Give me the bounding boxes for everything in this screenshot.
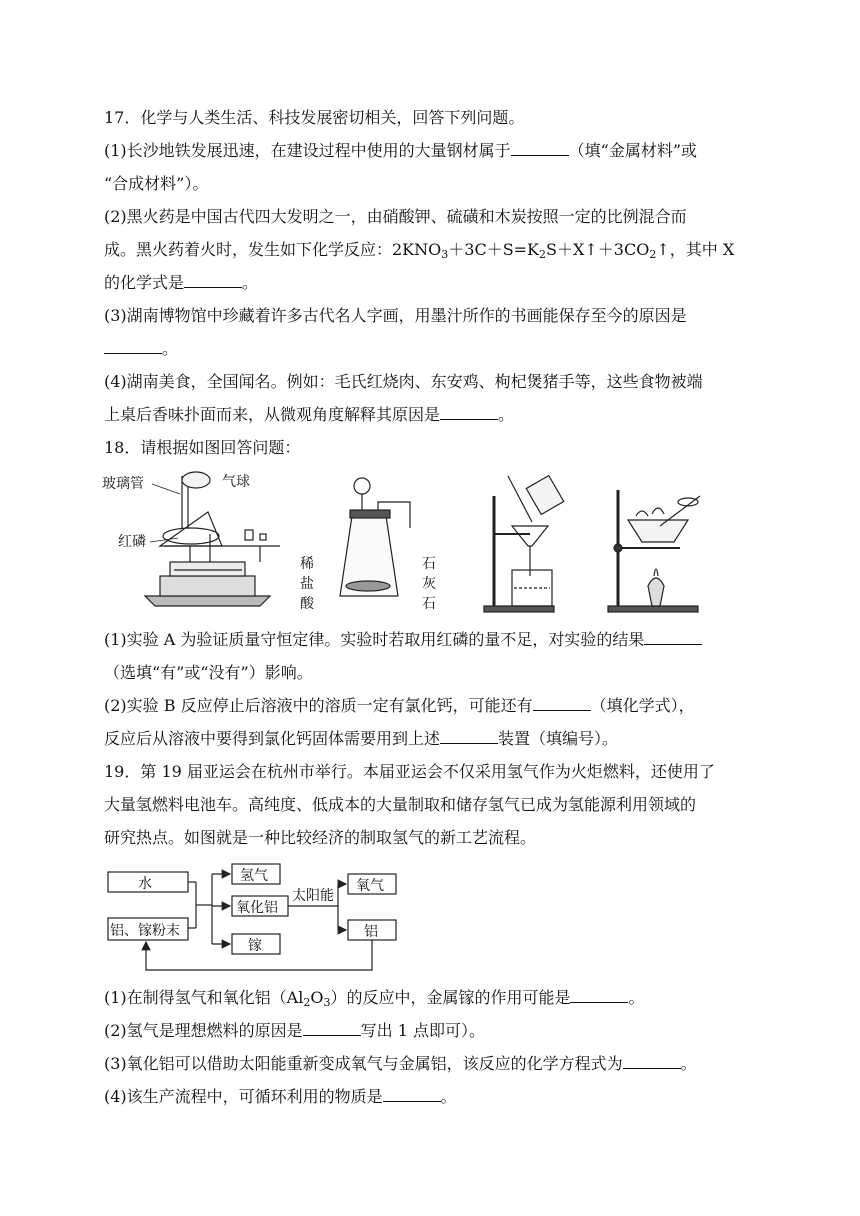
- apparatus-c-filtration: [484, 476, 564, 612]
- answer-blank[interactable]: [104, 339, 162, 354]
- q18-apparatus-figure: [100, 466, 720, 618]
- apparatus-b-flask: [340, 478, 410, 596]
- label-dilute-acid-3: 酸: [300, 596, 314, 612]
- answer-blank[interactable]: [511, 141, 569, 156]
- q19-part3: (3)氧化铝可以借助太阳能重新变成氧气与金属铝，该反应的化学方程式为 。: [104, 1054, 697, 1073]
- q19-part1: (1)在制得氢气和氧化铝$(Al_2O_3)$的反应中，金属镓的作用可能是 。: [104, 988, 645, 1009]
- answer-blank[interactable]: [303, 1021, 361, 1036]
- label-limestone-1: 石: [422, 556, 436, 572]
- flow-label-solar: 太阳能: [292, 888, 334, 904]
- label-red-phosphorus: 红磷: [118, 534, 146, 550]
- label-balloon: 气球: [222, 474, 250, 490]
- q18-part1-line1: (1)实验 A 为验证质量守恒定律。实验时若取用红磷的量不足，对实验的结果: [104, 630, 702, 650]
- q19-part2: (2)氢气是理想燃料的原因是 写出 1 点即可）。: [104, 1021, 486, 1040]
- q18-part2-line1: (2)实验 B 反应停止后溶液中的溶质一定有氯化钙，可能还有 （填化学式），: [104, 696, 695, 715]
- q19-intro-line1: 19．第 19 届亚运会在杭州市举行。本届亚运会不仅采用氢气作为火炬燃料，还使用了: [104, 762, 715, 781]
- q19-flow-diagram: [100, 858, 420, 978]
- answer-blank[interactable]: [184, 273, 242, 288]
- answer-blank[interactable]: [440, 729, 498, 744]
- answer-blank[interactable]: [533, 696, 591, 711]
- answer-blank[interactable]: [623, 1054, 681, 1069]
- q17-part1-line1: (1)长沙地铁发展迅速，在建设过程中使用的大量钢材属于 （填“金属材料”或: [104, 141, 698, 160]
- answer-blank[interactable]: [644, 630, 702, 645]
- flow-label-alumina: 氧化铝: [236, 900, 278, 916]
- answer-blank[interactable]: [570, 988, 628, 1003]
- flow-label-oxygen: 氧气: [356, 878, 384, 894]
- flow-label-water: 水: [138, 876, 152, 892]
- q19-part4: (4)该生产流程中，可循环利用的物质是 。: [104, 1087, 457, 1106]
- q17-title: 17．化学与人类生活、科技发展密切相关，回答下列问题。: [104, 108, 525, 127]
- label-limestone-3: 石: [422, 596, 436, 612]
- q17-part2-line3: 的化学式是 。: [104, 273, 259, 292]
- answer-blank[interactable]: [383, 1087, 441, 1102]
- q18-title: 18．请根据如图回答问题：: [104, 438, 301, 457]
- flow-label-gallium: 镓: [248, 938, 262, 954]
- q19-intro-line2: 大量氢燃料电池车。高纯度、低成本的大量制取和储存氢气已成为氢能源利用领域的: [104, 795, 697, 814]
- apparatus-a-balance: [145, 472, 280, 606]
- label-glass-tube: 玻璃管: [102, 476, 144, 492]
- q18-part2-line2: 反应后从溶液中要得到氯化钙固体需要用到上述 装置（填编号）。: [104, 729, 619, 748]
- apparatus-d-evaporation: [608, 490, 700, 612]
- q17-part1-line2: “合成材料”）。: [104, 174, 209, 193]
- label-limestone-2: 灰: [422, 576, 436, 592]
- label-dilute-acid-2: 盐: [300, 576, 314, 592]
- q17-part4-line1: (4)湖南美食，全国闻名。例如：毛氏红烧肉、东安鸡、枸杞煲猪手等，这些食物被端: [104, 372, 703, 391]
- q18-part1-line2: （选填“有”或“没有”）影响。: [104, 663, 313, 682]
- q17-part4-line2: 上桌后香味扑面而来，从微观角度解释其原因是 。: [104, 405, 515, 424]
- q17-part3-line1: (3)湖南博物馆中珍藏着许多古代名人字画，用墨汁所作的书画能保存至今的原因是: [104, 306, 687, 325]
- flow-label-al-ga: 铝、镓粉末: [110, 923, 180, 939]
- flow-label-aluminum: 铝: [364, 924, 378, 940]
- q19-intro-line3: 研究热点。如图就是一种比较经济的制取氢气的新工艺流程。: [104, 828, 537, 847]
- answer-blank[interactable]: [440, 405, 498, 420]
- label-dilute-acid-1: 稀: [300, 556, 314, 572]
- flow-label-hydrogen: 氢气: [240, 868, 268, 884]
- q17-part3-line2: 。: [104, 339, 178, 359]
- q17-part2-line1: (2)黑火药是中国古代四大发明之一，由硝酸钾、硫磺和木炭按照一定的比例混合而: [104, 207, 687, 226]
- q17-part2-line2: 成。黑火药着火时，发生如下化学反应：$2KNO_3+3C+S=K_2S+X↑+3CO_2↑$，其中 X: [104, 240, 735, 261]
